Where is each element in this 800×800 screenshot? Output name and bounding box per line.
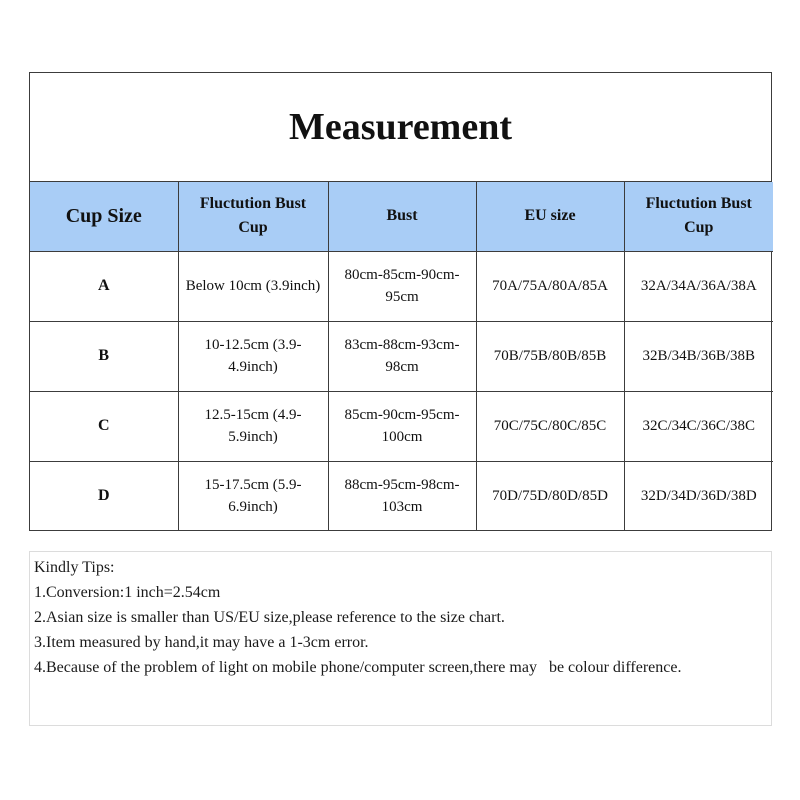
header-bust: Bust bbox=[328, 182, 476, 251]
cell-bust: 83cm-88cm-93cm-98cm bbox=[328, 321, 476, 391]
cell-cup: A bbox=[30, 251, 178, 321]
cell-eu-size: 70D/75D/80D/85D bbox=[476, 461, 624, 531]
cell-cup: D bbox=[30, 461, 178, 531]
table-row bbox=[30, 461, 773, 531]
cell-fluctuation: 10-12.5cm (3.9-4.9inch) bbox=[178, 321, 328, 391]
cell-fluctuation: Below 10cm (3.9inch) bbox=[178, 251, 328, 321]
table-row bbox=[30, 251, 773, 321]
kindly-tips bbox=[29, 551, 772, 726]
size-table bbox=[30, 182, 773, 531]
cell-bust: 80cm-85cm-90cm-95cm bbox=[328, 251, 476, 321]
cell-eu-size: 70A/75A/80A/85A bbox=[476, 251, 624, 321]
tip-item: 4.Because of the problem of light on mobile phone/computer screen,there may be colour difference. bbox=[34, 659, 682, 676]
cell-cup: B bbox=[30, 321, 178, 391]
cell-us-size: 32B/34B/36B/38B bbox=[624, 321, 773, 391]
header-eu-size: EU size bbox=[476, 182, 624, 251]
cell-us-size: 32D/34D/36D/38D bbox=[624, 461, 773, 531]
cell-fluctuation: 15-17.5cm (5.9-6.9inch) bbox=[178, 461, 328, 531]
tip-item: 3.Item measured by hand,it may have a 1-3cm error. bbox=[34, 634, 369, 651]
chart-title: Measurement bbox=[30, 73, 771, 182]
cell-fluctuation: 12.5-15cm (4.9-5.9inch) bbox=[178, 391, 328, 461]
cell-eu-size: 70C/75C/80C/85C bbox=[476, 391, 624, 461]
cell-eu-size: 70B/75B/80B/85B bbox=[476, 321, 624, 391]
cell-us-size: 32C/34C/36C/38C bbox=[624, 391, 773, 461]
cell-us-size: 32A/34A/36A/38A bbox=[624, 251, 773, 321]
cell-bust: 88cm-95cm-98cm-103cm bbox=[328, 461, 476, 531]
cell-cup: C bbox=[30, 391, 178, 461]
tips-heading: Kindly Tips: bbox=[34, 559, 115, 576]
table-header-row bbox=[30, 182, 773, 251]
cell-bust: 85cm-90cm-95cm-100cm bbox=[328, 391, 476, 461]
tip-item: 2.Asian size is smaller than US/EU size,please reference to the size chart. bbox=[34, 609, 505, 626]
header-cup-size: Cup Size bbox=[30, 182, 178, 251]
table-row bbox=[30, 321, 773, 391]
header-fluctuation-bust-cup: Fluctution Bust Cup bbox=[178, 182, 328, 251]
header-fluctuation-bust-cup-2: Fluctution Bust Cup bbox=[624, 182, 773, 251]
size-chart bbox=[29, 72, 772, 531]
tip-item: 1.Conversion:1 inch=2.54cm bbox=[34, 584, 221, 601]
table-row bbox=[30, 391, 773, 461]
